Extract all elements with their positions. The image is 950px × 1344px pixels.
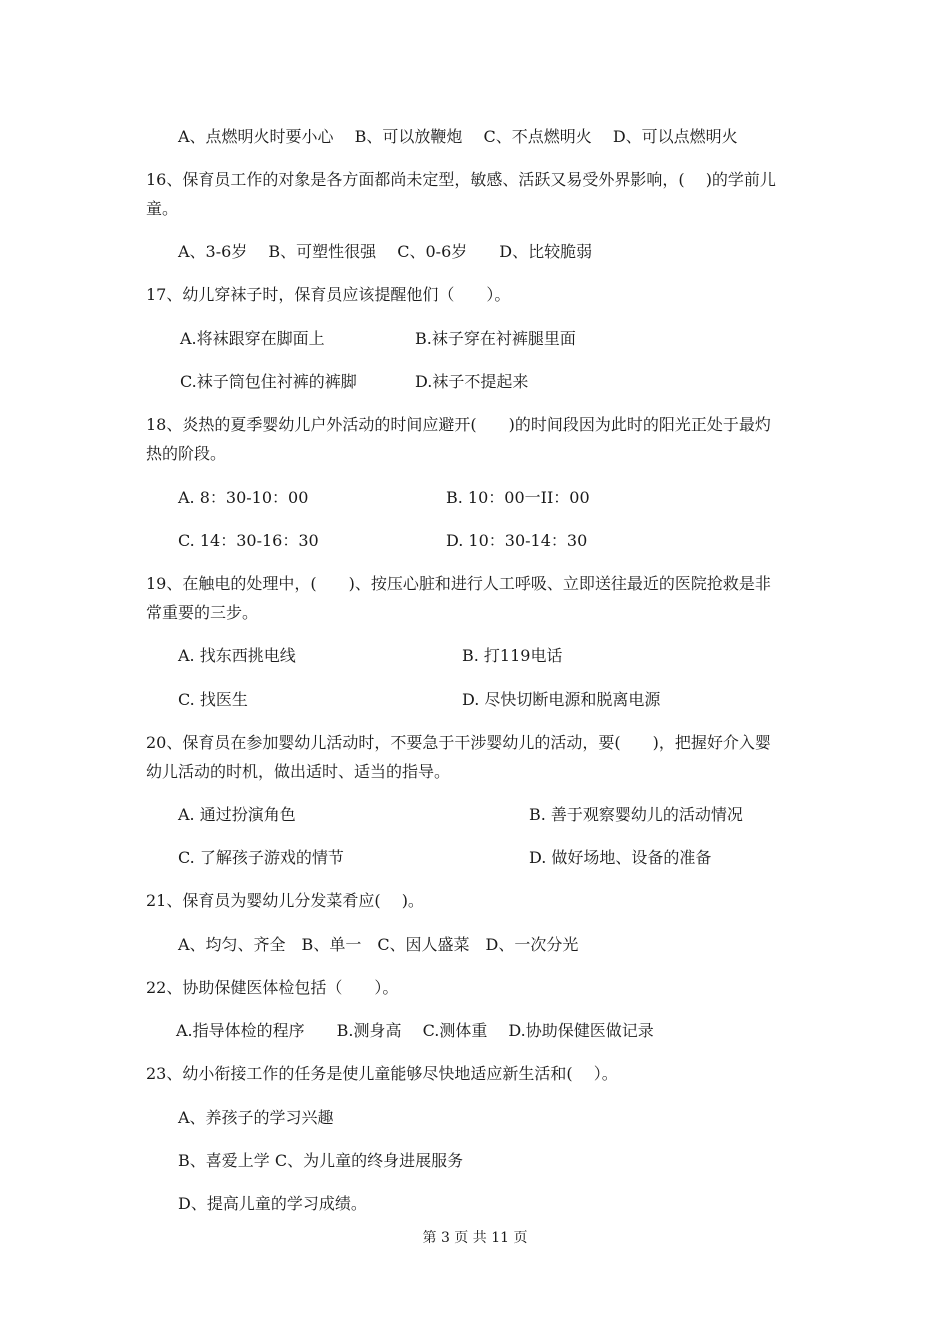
q21-stem: 21、保育员为婴幼儿分发菜肴应( )。 [146,891,424,910]
q17-stem: 17、幼儿穿袜子时，保育员应该提醒他们（ ）。 [146,285,511,304]
q21-options: A、均匀、齐全 B、单一 C、因人盛菜 D、一次分光 [178,935,579,954]
q22-stem: 22、协助保健医体检包括（ ）。 [146,978,399,997]
q19-option-c: C. 找医生 [178,690,248,709]
q23-option-a: A、养孩子的学习兴趣 [178,1108,334,1127]
q19-option-d: D. 尽快切断电源和脱离电源 [462,690,661,709]
q17-option-b: B.袜子穿在衬裤腿里面 [415,329,576,348]
q20-option-d: D. 做好场地、设备的准备 [529,848,712,867]
q23-option-d: D、提高儿童的学习成绩。 [178,1194,367,1213]
q18-stem-line2: 热的阶段。 [146,444,227,463]
q18-option-b: B. 10：00一II：00 [446,488,590,507]
q23-option-bc: B、喜爱上学 C、为儿童的终身进展服务 [178,1151,464,1170]
q16-options: A、3-6岁 B、可塑性很强 C、0-6岁 D、比较脆弱 [178,242,593,261]
q19-stem-line2: 常重要的三步。 [146,603,259,622]
q20-option-b: B. 善于观察婴幼儿的活动情况 [529,805,743,824]
q16-stem-line2: 童。 [146,199,179,218]
q19-option-b: B. 打119电话 [462,646,563,665]
q16-stem-line1: 16、保育员工作的对象是各方面都尚未定型，敏感、活跃又易受外界影响，( )的学前儿 [146,170,776,189]
q20-option-a: A. 通过扮演角色 [178,805,296,824]
q22-options: A.指导体检的程序 B.测身高 C.测体重 D.协助保健医做记录 [176,1021,654,1040]
q19-option-a: A. 找东西挑电线 [178,646,296,665]
q15-options: A、点燃明火时要小心 B、可以放鞭炮 C、不点燃明火 D、可以点燃明火 [178,127,738,146]
q20-stem-line1: 20、保育员在参加婴幼儿活动时，不要急于干涉婴幼儿的活动，要( )，把握好介入婴 [146,733,771,752]
q19-stem-line1: 19、在触电的处理中，( )、按压心脏和进行人工呼吸、立即送往最近的医院抢救是非 [146,574,771,593]
q18-option-a: A. 8：30-10：00 [178,488,309,507]
q17-option-a: A.将袜跟穿在脚面上 [180,329,325,348]
q20-option-c: C. 了解孩子游戏的情节 [178,848,344,867]
page-footer: 第 3 页 共 11 页 [422,1230,528,1246]
q17-option-d: D.袜子不提起来 [415,372,529,391]
q23-stem: 23、幼小衔接工作的任务是使儿童能够尽快地适应新生活和( ）。 [146,1064,618,1083]
q17-option-c: C.袜子筒包住衬裤的裤脚 [180,372,357,391]
q18-stem-line1: 18、炎热的夏季婴幼儿户外活动的时间应避开( )的时间段因为此时的阳光正处于最灼 [146,415,771,434]
q18-option-d: D. 10：30-14：30 [446,531,588,550]
q18-option-c: C. 14：30-16：30 [178,531,319,550]
q20-stem-line2: 幼儿活动的时机，做出适时、适当的指导。 [146,762,451,781]
